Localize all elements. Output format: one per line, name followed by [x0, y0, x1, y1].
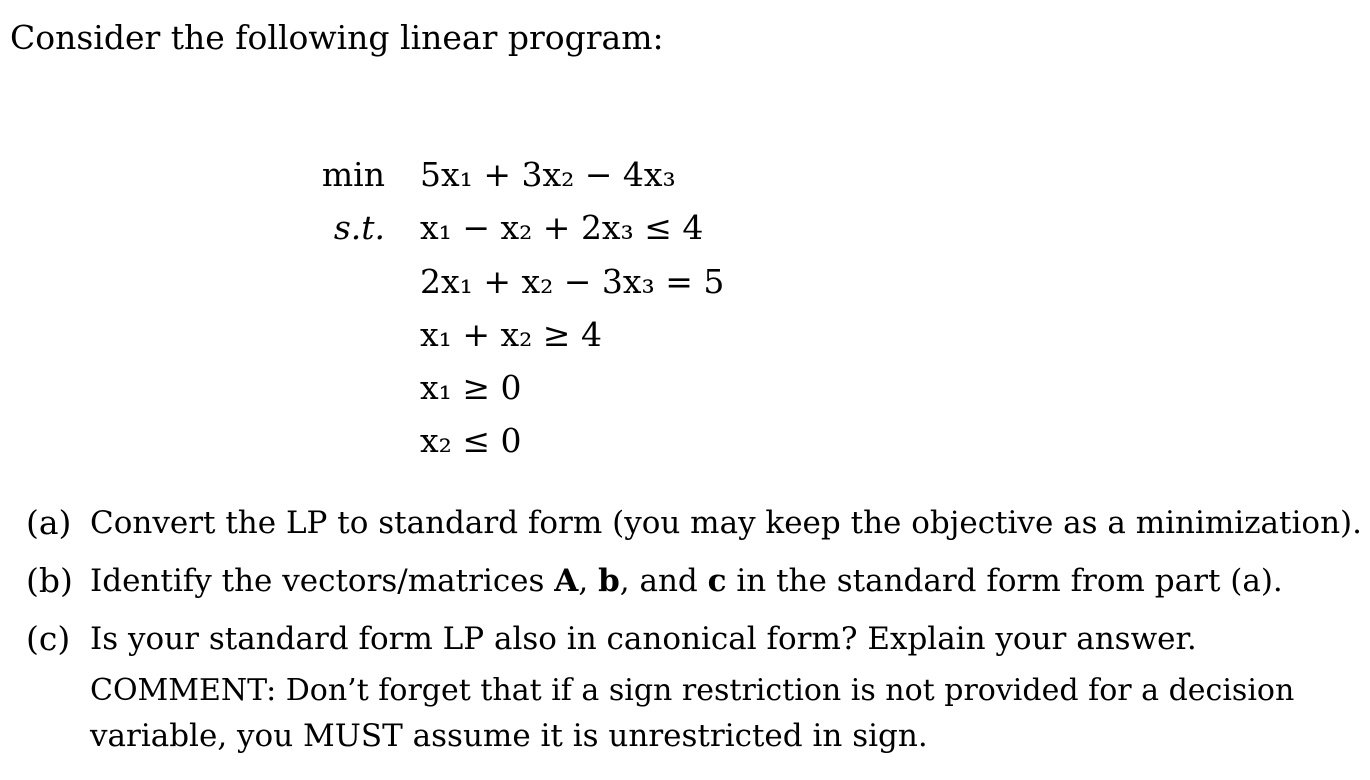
part-b-text-2: in the standard form from part (a). — [726, 563, 1283, 599]
constraint-1: x₁ − x₂ + 2x₃ ≤ 4 — [420, 208, 704, 247]
part-b-sep-1: , — [578, 563, 599, 599]
part-c-text: Is your standard form LP also in canonical form? Explain your answer. — [90, 621, 1197, 657]
part-b-text-1: Identify the vectors/matrices — [90, 563, 555, 599]
part-c-comment-line-2: variable, you MUST assume it is unrestricted in sign. — [90, 718, 928, 754]
intro-text: Consider the following linear program: — [10, 18, 664, 57]
part-b-sep-2: , and — [619, 563, 708, 599]
part-b-label: (b) — [26, 561, 73, 600]
part-c-label: (c) — [26, 619, 71, 658]
vector-c-symbol: c — [707, 563, 727, 599]
constraints-label: s.t. — [333, 208, 385, 247]
part-a-text: Convert the LP to standard form (you may keep the objective as a minimization). — [90, 505, 1362, 541]
constraint-5: x₂ ≤ 0 — [420, 421, 522, 460]
part-c-comment-line-1: COMMENT: Don’t forget that if a sign restriction is not provided for a decision — [90, 673, 1295, 708]
objective-expression: 5x₁ + 3x₂ − 4x₃ — [420, 155, 676, 194]
constraint-3: x₁ + x₂ ≥ 4 — [420, 315, 602, 354]
constraint-4: x₁ ≥ 0 — [420, 368, 522, 407]
part-b-text — [90, 561, 1283, 601]
matrix-a-symbol: A — [554, 563, 579, 599]
part-a-label: (a) — [26, 503, 72, 542]
vector-b-symbol: b — [598, 563, 620, 599]
objective-label: min — [321, 155, 385, 194]
constraint-2: 2x₁ + x₂ − 3x₃ = 5 — [420, 262, 725, 301]
